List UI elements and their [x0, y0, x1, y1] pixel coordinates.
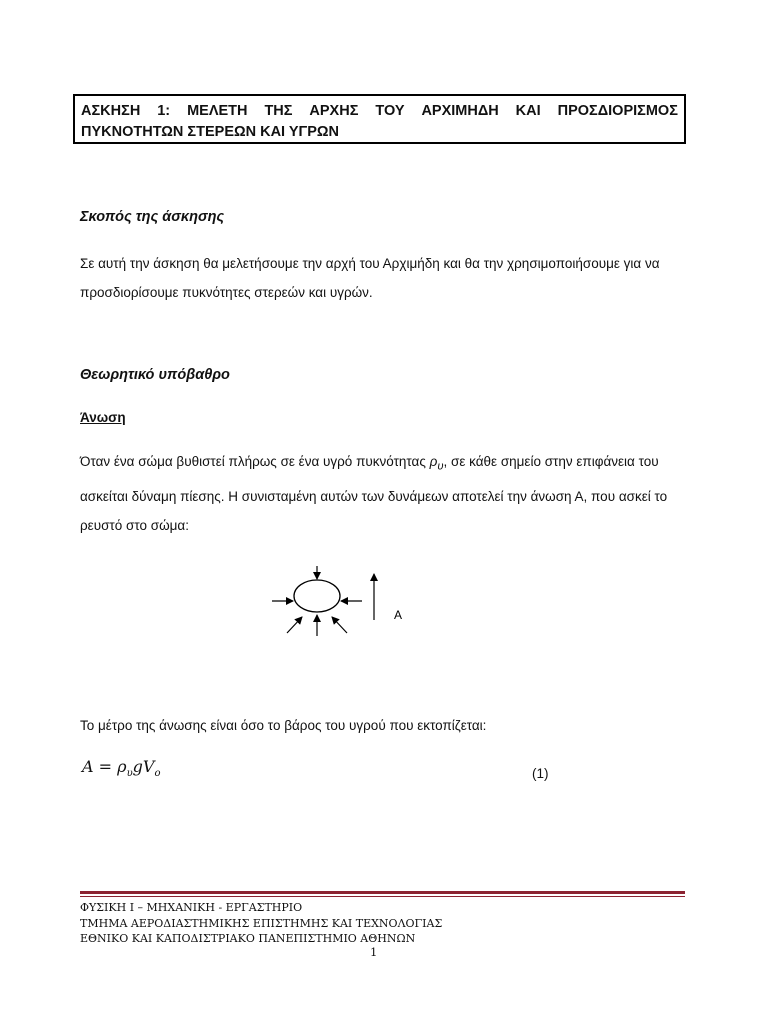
buoyancy-diagram — [268, 560, 418, 640]
title-word: ΑΡΧΙΜΗΔΗ — [421, 103, 499, 119]
title-line-2: ΠΥΚΝΟΤΗΤΩΝ ΣΤΕΡΕΩΝ ΚΑΙ ΥΓΡΩΝ — [81, 124, 340, 140]
submerged-body — [294, 580, 340, 612]
purpose-heading: Σκοπός της άσκησης — [80, 209, 225, 225]
footer-course: ΦΥΣΙΚΗ Ι – ΜΗΧΑΝΙΚΗ - ΕΡΓΑΣΤΗΡΙΟ — [80, 901, 303, 914]
footer-rule-thin — [80, 896, 685, 897]
pressure-arrow-bottom-left — [287, 617, 302, 633]
buoyancy-equation: $A = \rho_\upsilon gV_o$ — [82, 757, 161, 780]
title-word: ΑΣΚΗΣΗ — [81, 103, 141, 119]
title-word: ΚΑΙ — [515, 103, 541, 119]
title-word: 1: — [157, 103, 171, 119]
theory-heading: Θεωρητικό υπόβαθρο — [80, 367, 230, 383]
buoyancy-text-end: , σε κάθε σημείο στην επιφάνεια του ασκείται δύναμη πίεσης. Η συνισταμένη αυτών των δυνάμεων αποτελεί την άνωση Α, που ασκεί το ρευστό στο σώμα: — [80, 454, 668, 533]
title-word: ΤΟΥ — [375, 103, 405, 119]
buoyancy-magnitude-paragraph: Το μέτρο της άνωσης είναι όσο το βάρος του υγρού που εκτοπίζεται: — [80, 718, 487, 733]
footer-university: ΕΘΝΙΚΟ ΚΑΙ ΚΑΠΟΔΙΣΤΡΙΑΚΟ ΠΑΝΕΠΙΣΤΗΜΙΟ ΑΘΗΝΩΝ — [80, 932, 416, 945]
buoyancy-force-label: A — [394, 608, 403, 622]
title-word: ΜΕΛΕΤΗ — [187, 103, 248, 119]
title-word: ΤΗΣ — [264, 103, 293, 119]
page-number: 1 — [370, 945, 378, 959]
pressure-arrow-bottom-right — [332, 617, 347, 633]
buoyancy-text-start: Όταν ένα σώμα βυθιστεί πλήρως σε ένα υγρό πυκνότητας — [80, 454, 430, 469]
exercise-title-box — [73, 94, 686, 144]
title-line-1 — [81, 101, 678, 122]
equation-number: (1) — [532, 766, 549, 781]
footer-department: ΤΜΗΜΑ ΑΕΡΟΔΙΑΣΤΗΜΙΚΗΣ ΕΠΙΣΤΗΜΗΣ ΚΑΙ ΤΕΧΝΟΛΟΓΙΑΣ — [80, 916, 443, 930]
title-word: ΑΡΧΗΣ — [309, 103, 359, 119]
footer-rule — [80, 891, 685, 894]
footer — [80, 900, 685, 947]
buoyancy-paragraph — [80, 447, 690, 540]
buoyancy-subheading: Άνωση — [80, 410, 126, 425]
purpose-paragraph: Σε αυτή την άσκηση θα μελετήσουμε την αρχή του Αρχιμήδη και θα την χρησιμοποιήσουμε για να προσδιορίσουμε πυκνότητες στερεών και υγρών. — [80, 256, 660, 300]
rho-symbol: $\rho_\upsilon$ — [429, 454, 444, 473]
title-word: ΠΡΟΣΔΙΟΡΙΣΜΟΣ — [557, 103, 678, 119]
